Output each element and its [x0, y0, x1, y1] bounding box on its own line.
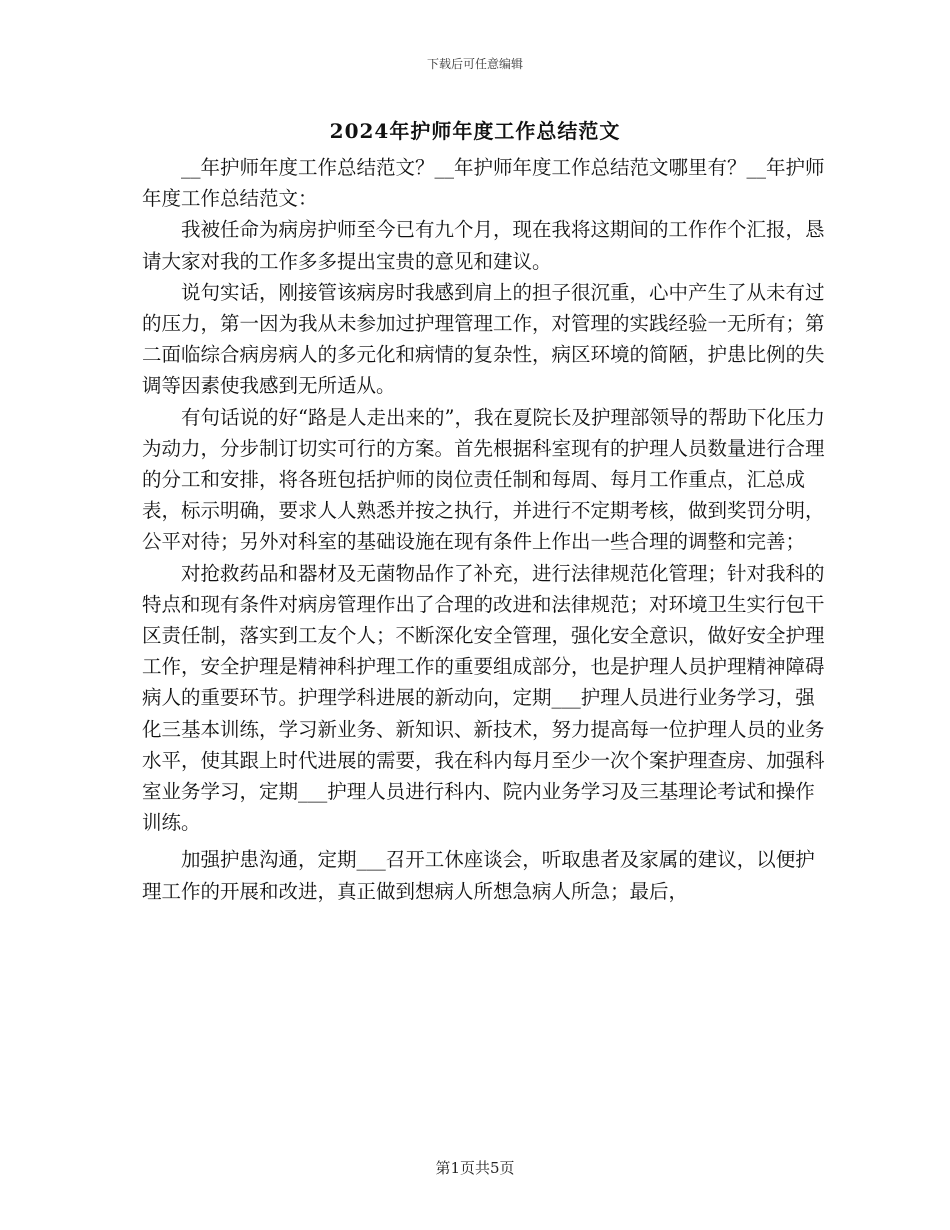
document-body — [142, 152, 832, 907]
page-number: 第1页共5页 — [435, 1159, 515, 1177]
document-title: 2024年护师年度工作总结范文 — [329, 119, 621, 143]
paragraph-appointment: 我被任命为病房护师至今已有九个月，现在我将这期间的工作作个汇报，恳请大家对我的工作多多提出宝贵的意见和建议。 — [142, 218, 825, 273]
paragraph-intro: __年护师年度工作总结范文？__年护师年度工作总结范文哪里有？__年护师年度工作总结范文： — [142, 156, 825, 211]
paragraph-communication: 加强护患沟通，定期___召开工休座谈会，听取患者及家属的建议，以便护理工作的开展和改进，真正做到想病人所想急病人所急；最后， — [142, 848, 815, 903]
paragraph-pressure: 说句实话，刚接管该病房时我感到肩上的担子很沉重，心中产生了从未有过的压力，第一因为我从未参加过护理管理工作，对管理的实践经验一无所有；第二面临综合病房病人的多元化和病情的复杂性，病区环境的简陋，护患比例的失调等因素使我感到无所适从。 — [142, 280, 825, 398]
paragraph-plan: 有句话说的好“路是人走出来的”，我在夏院长及护理部领导的帮助下化压力为动力，分步制订切实可行的方案。首先根据科室现有的护理人员数量进行合理的分工和安排，将各班包括护师的岗位责任制和每周、每月工作重点，汇总成表，标示明确，要求人人熟悉并按之执行，并进行不定期考核，做到奖罚分明，公平对待；另外对科室的基础设施在现有条件上作出一些合理的调整和完善； — [142, 405, 825, 554]
header-note: 下载后可任意编辑 — [426, 57, 523, 71]
paragraph-management: 对抢救药品和器材及无菌物品作了补充，进行法律规范化管理；针对我科的特点和现有条件对病房管理作出了合理的改进和法律规范；对环境卫生实行包干区责任制，落实到工友个人；不断深化安全管理，强化安全意识，做好安全护理工作，安全护理是精神科护理工作的重要组成部分，也是护理人员护理精神障碍病人的重要环节。护理学科进展的新动向，定期___护理人员进行业务学习，强化三基本训练，学习新业务、新知识、新技术，努力提高每一位护理人员的业务水平，使其跟上时代进展的需要，我在科内每月至少一次个案护理查房、加强科室业务学习，定期___护理人员进行科内、院内业务学习及三基理论考试和操作训练。 — [142, 561, 825, 835]
